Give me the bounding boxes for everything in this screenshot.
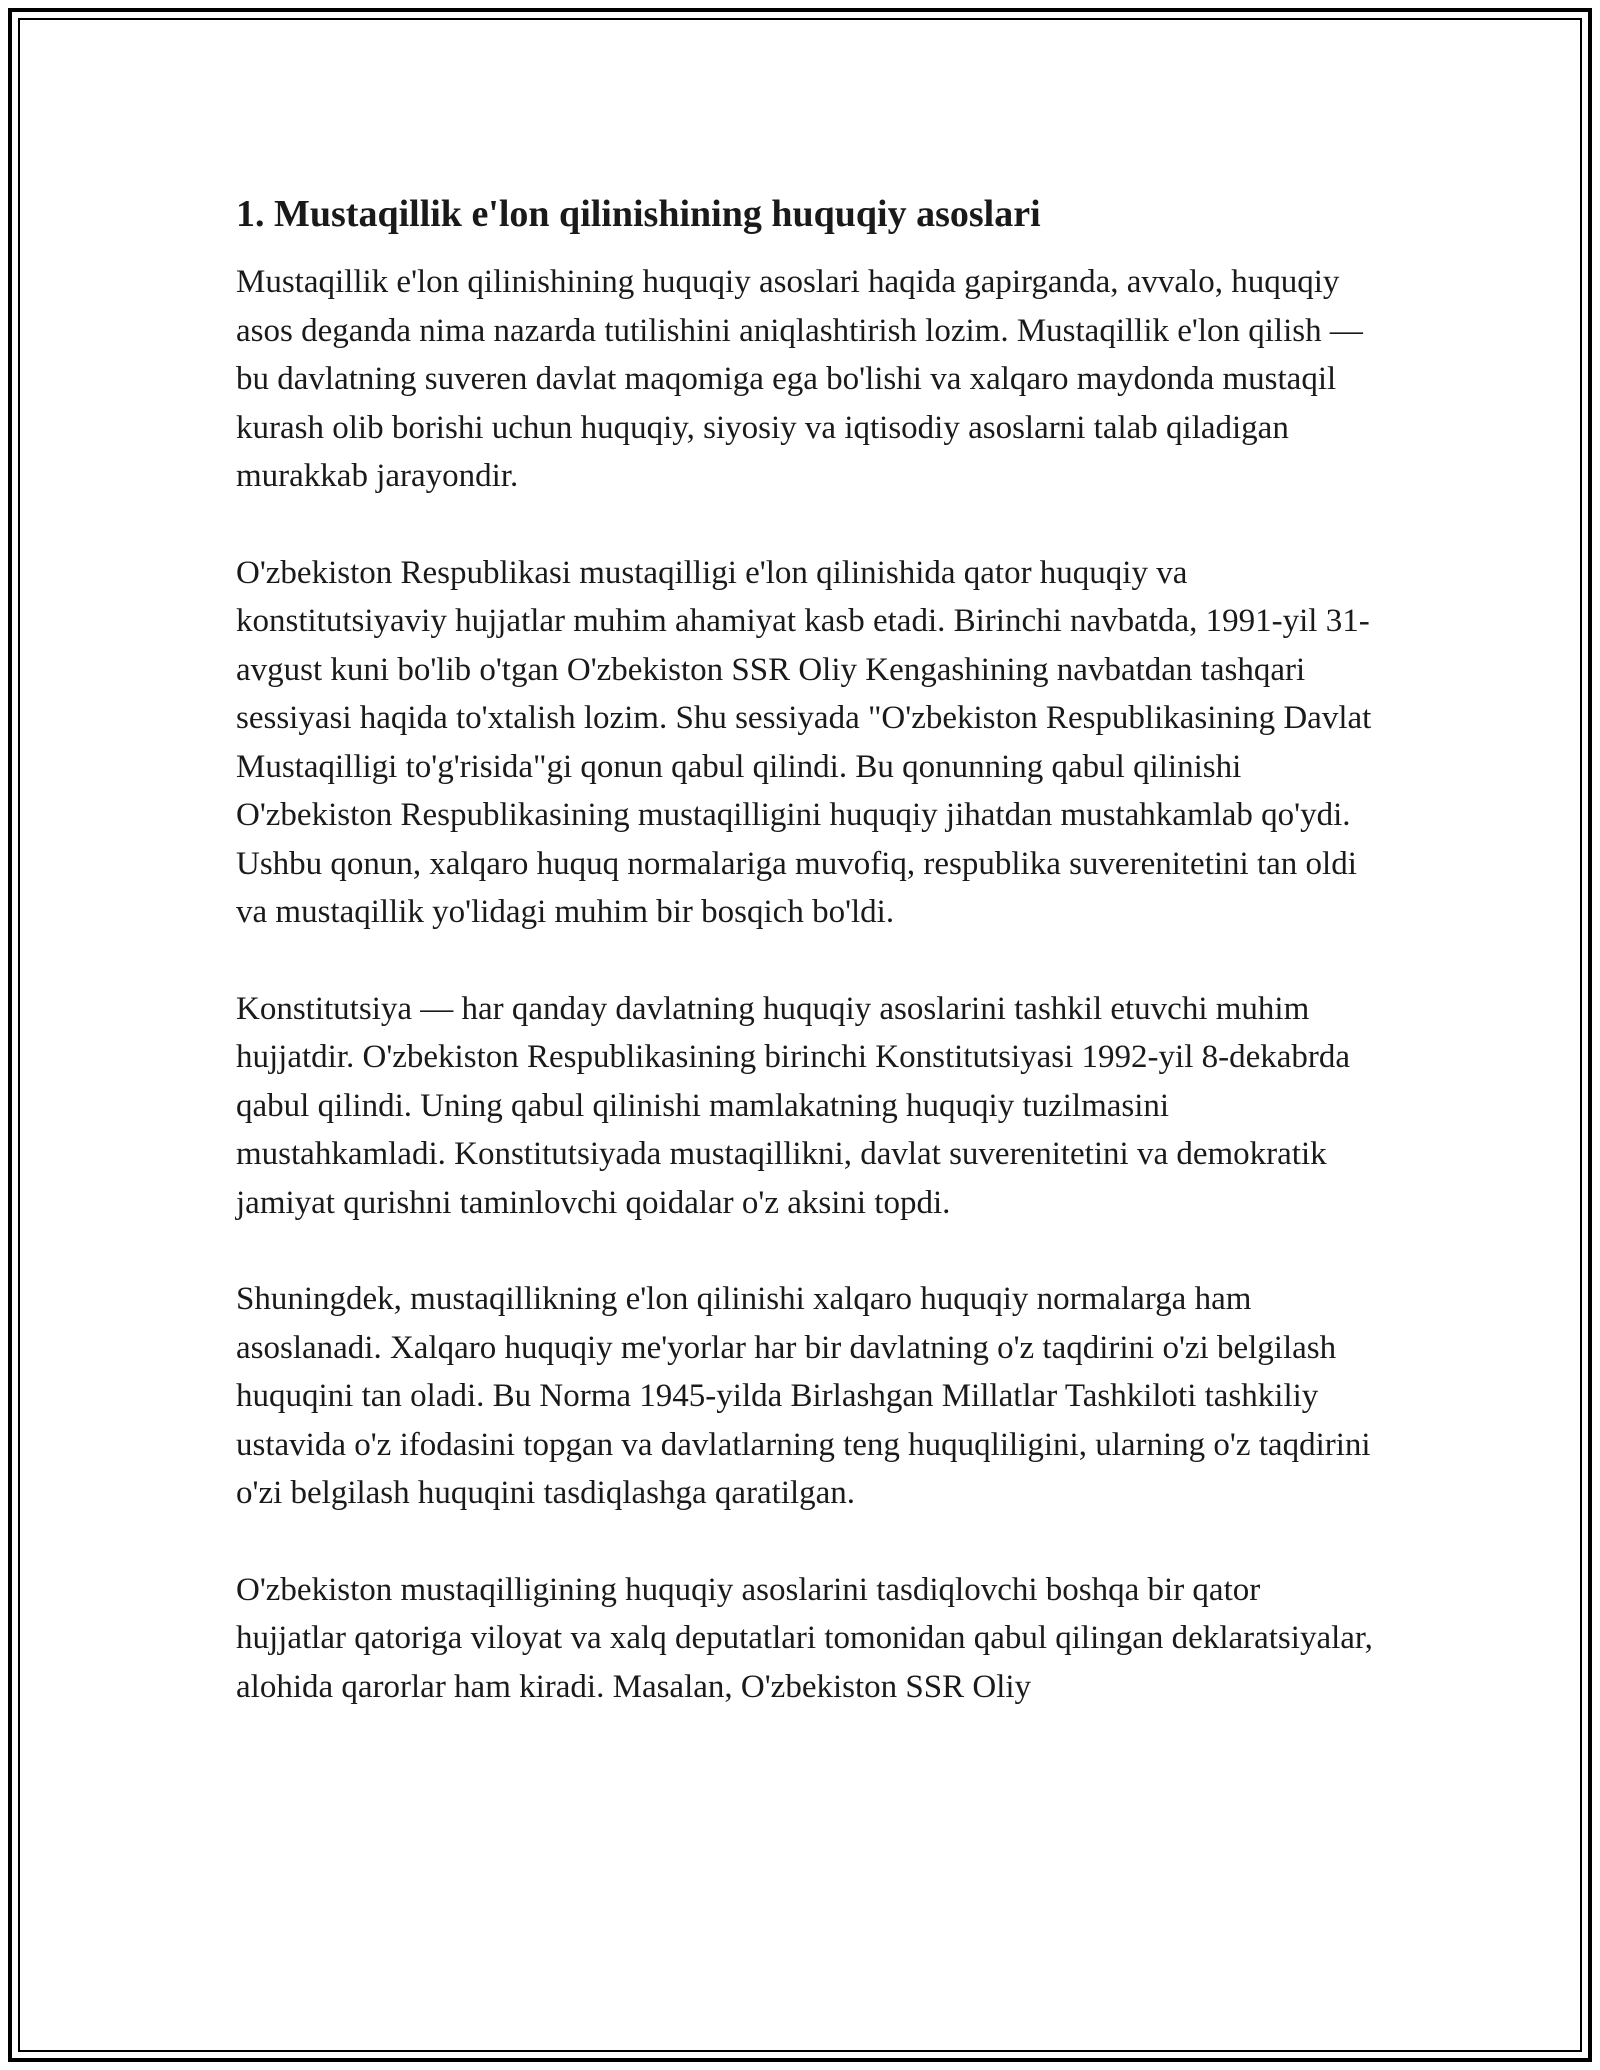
paragraph-4: Shuningdek, mustaqillikning e'lon qilinishi xalqaro huquqiy normalarga ham asoslanadi. Xalqaro huquqiy me'yorlar har bir davlatning o'z taqdirini o'zi belgilash huquqini tan oladi. Bu Norma 1945-yilda Birlashgan Millatlar Tashkiloti tashkiliy ustavida o'z ifodasini topgan va davlatlarning teng huquqliligini, ularning o'z taqdirini o'zi belgilash huquqini tasdiqlashga qaratilgan. bbox=[236, 1281, 1371, 1511]
document-body bbox=[236, 190, 1376, 1759]
section-heading: 1. Mustaqillik e'lon qilinishining huquqiy asoslari bbox=[236, 193, 1041, 235]
paragraph-3: Konstitutsiya — har qanday davlatning huquqiy asoslarini tashkil etuvchi muhim hujjatdir. O'zbekiston Respublikasining birinchi Konstitutsiyasi 1992-yil 8-dekabrda qabul qilindi. Uning qabul qilinishi mamlakatning huquqiy tuzilmasini mustahkamladi. Konstitutsiyada mustaqillikni, davlat suverenitetini va demokratik jamiyat qurishni taminlovchi qoidalar o'z aksini topdi. bbox=[236, 990, 1351, 1221]
paragraph-2: O'zbekiston Respublikasi mustaqilligi e'lon qilinishida qator huquqiy va konstitutsiyaviy hujjatlar muhim ahamiyat kasb etadi. Birinchi navbatda, 1991-yil 31-avgust kuni bo'lib o'tgan O'zbekiston SSR Oliy Kengashining navbatdan tashqari sessiyasi haqida to'xtalish lozim. Shu sessiyada "O'zbekiston Respublikasining Davlat Mustaqilligi to'g'risida"gi qonun qabul qilindi. Bu qonunning qabul qilinishi O'zbekiston Respublikasining mustaqilligini huquqiy jihatdan mustahkamlab qo'ydi. Ushbu qonun, xalqaro huquq normalariga muvofiq, respublika suverenitetini tan oldi va mustaqillik yo'lidagi muhim bir bosqich bo'ldi. bbox=[236, 554, 1372, 930]
paragraph-5: O'zbekiston mustaqilligining huquqiy asoslarini tasdiqlovchi boshqa bir qator hujjatlar qatoriga viloyat va xalq deputatlari tomonidan qabul qilingan deklaratsiyalar, alohida qarorlar ham kiradi. Masalan, O'zbekiston SSR Oliy bbox=[236, 1571, 1373, 1705]
paragraph-1: Mustaqillik e'lon qilinishining huquqiy asoslari haqida gapirganda, avvalo, huquqiy asos deganda nima nazarda tutilishini aniqlashtirish lozim. Mustaqillik e'lon qilish — bu davlatning suveren davlat maqomiga ega bo'lishi va xalqaro maydonda mustaqil kurash olib borishi uchun huquqiy, siyosiy va iqtisodiy asoslarni talab qiladigan murakkab jarayondir. bbox=[236, 264, 1363, 494]
